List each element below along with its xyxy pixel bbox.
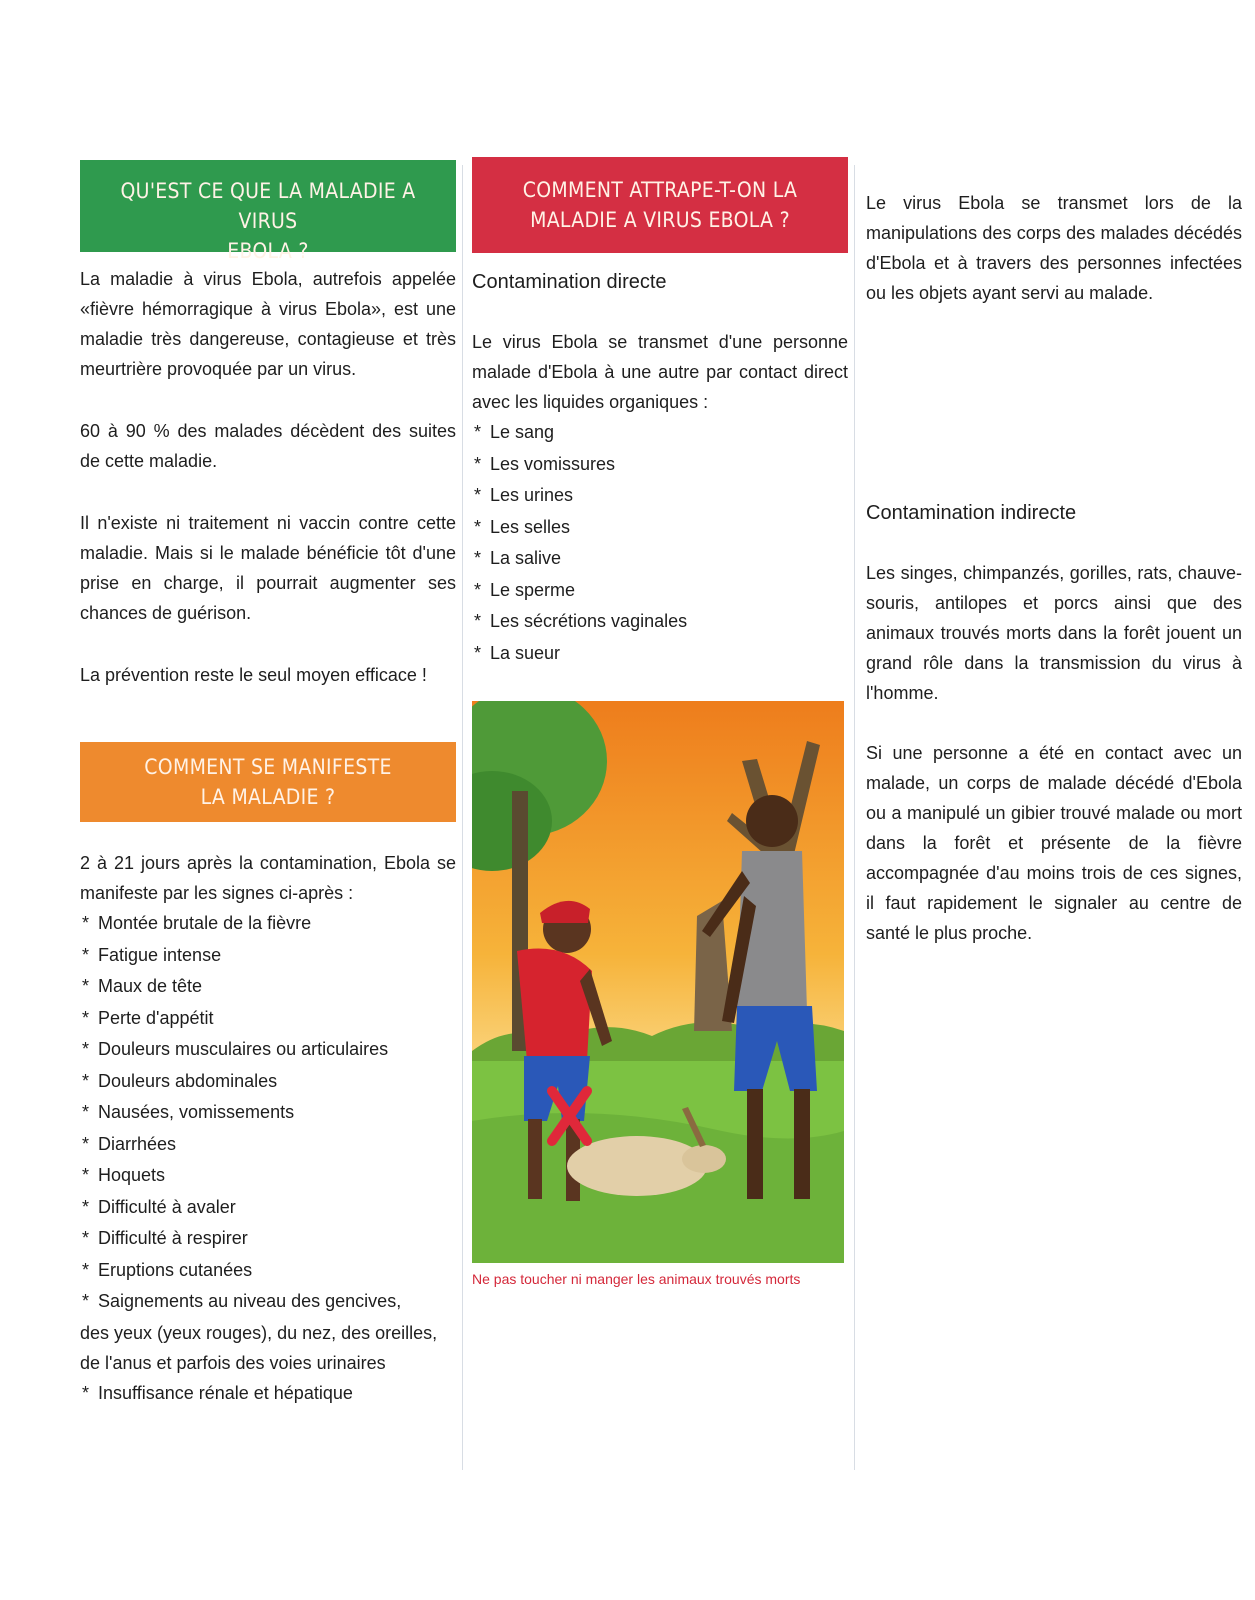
- body-handling-paragraph: Le virus Ebola se transmet lors de la manipulations des corps des malades décédés d'Ebola et à travers des personnes infectées ou les objets ayant servi au malade.: [866, 193, 1242, 303]
- symptoms-intro: 2 à 21 jours après la contamination, Ebola se manifeste par les signes ci-après :: [80, 853, 456, 903]
- animals-paragraph: Les singes, chimpanzés, gorilles, rats, chauve-souris, antilopes et porcs ainsi que des animaux trouvés morts dans la forêt jouent un grand rôle dans la transmission du virus à l'homme.: [866, 563, 1242, 703]
- symptoms-title-line2: LA MALADIE ?: [200, 785, 336, 809]
- body-fluids-list: [472, 417, 848, 669]
- treatment-paragraph: Il n'existe ni traitement ni vaccin contre cette maladie. Mais si le malade bénéficie tôt d'une prise en charge, il pourrait augmenter ses chances de guérison.: [80, 513, 456, 623]
- symptoms-list-end: [80, 1378, 456, 1410]
- column-indirect: [866, 188, 1242, 948]
- transmission-title-line1: COMMENT ATTRAPE-T-ON LA: [522, 178, 798, 202]
- mortality-paragraph: 60 à 90 % des malades décèdent des suites de cette maladie.: [80, 421, 456, 471]
- symptoms-list: [80, 908, 456, 1318]
- symptom-item: * Eruptions cutanées: [80, 1255, 456, 1287]
- man-right-leg: [794, 1089, 810, 1199]
- symptoms-title-line1: COMMENT SE MANIFESTE: [144, 755, 392, 779]
- dead-animal-illustration: [472, 701, 844, 1263]
- fluid-item: * La salive: [472, 543, 848, 575]
- transmission-banner: [472, 157, 848, 253]
- symptom-item: * Perte d'appétit: [80, 1003, 456, 1035]
- fluid-item: * Le sperme: [472, 575, 848, 607]
- column-what-is-ebola: [80, 160, 456, 1409]
- fluid-item: * Le sang: [472, 417, 848, 449]
- illustration-caption: Ne pas toucher ni manger les animaux trouvés morts: [472, 1271, 801, 1287]
- column-transmission: [472, 157, 848, 1287]
- symptom-item: * Douleurs musculaires ou articulaires: [80, 1034, 456, 1066]
- illustration-frame: [472, 701, 848, 1287]
- man-right-head: [746, 795, 798, 847]
- symptom-item: * Saignements au niveau des gencives,: [80, 1286, 456, 1318]
- definition-paragraph: La maladie à virus Ebola, autrefois appelée «fièvre hémorragique à virus Ebola», est une maladie très dangereuse, contagieuse et très meurtrière provoquée par un virus.: [80, 269, 456, 379]
- what-is-ebola-title-line2: EBOLA ?: [227, 239, 309, 263]
- man-left-leg: [528, 1119, 542, 1199]
- transmission-title-line2: MALADIE A VIRUS EBOLA ?: [530, 208, 790, 232]
- symptom-item: * Insuffisance rénale et hépatique: [80, 1378, 456, 1410]
- indirect-contamination-heading: Contamination indirecte: [866, 502, 1077, 524]
- symptom-item: * Difficulté à avaler: [80, 1192, 456, 1224]
- symptom-item: * Diarrhées: [80, 1129, 456, 1161]
- fluid-item: * Les sécrétions vaginales: [472, 606, 848, 638]
- direct-contamination-heading: Contamination directe: [472, 271, 667, 293]
- symptom-item: * Nausées, vomissements: [80, 1097, 456, 1129]
- direct-contamination-intro: Le virus Ebola se transmet d'une personne malade d'Ebola à une autre par contact direct avec les liquides organiques :: [472, 332, 848, 412]
- column-divider-1: [462, 165, 463, 1470]
- symptom-item: * Difficulté à respirer: [80, 1223, 456, 1255]
- fluid-item: * Les vomissures: [472, 449, 848, 481]
- symptom-item: * Fatigue intense: [80, 940, 456, 972]
- symptoms-banner: [80, 742, 456, 822]
- man-left-shirt: [517, 949, 592, 1062]
- prevention-paragraph: La prévention reste le seul moyen efficace !: [80, 665, 427, 685]
- what-is-ebola-title-line1: QU'EST CE QUE LA MALADIE A VIRUS: [120, 179, 416, 233]
- fluid-item: * La sueur: [472, 638, 848, 670]
- dead-antelope-head: [682, 1145, 726, 1173]
- what-is-ebola-banner: [80, 160, 456, 263]
- fluid-item: * Les selles: [472, 512, 848, 544]
- report-paragraph: Si une personne a été en contact avec un malade, un corps de malade décédé d'Ebola ou a manipulé un gibier trouvé malade ou mort dans la forêt et présente de la fièvre accompagnée d'au moins trois de ces signes, il faut rapidement le signaler au centre de santé le plus proche.: [866, 743, 1242, 943]
- bleeding-continuation: des yeux (yeux rouges), du nez, des oreilles, de l'anus et parfois des voies urinaires: [80, 1322, 438, 1373]
- column-divider-2: [854, 165, 855, 1470]
- symptom-item: * Hoquets: [80, 1160, 456, 1192]
- symptom-item: * Montée brutale de la fièvre: [80, 908, 456, 940]
- symptom-item: * Maux de tête: [80, 971, 456, 1003]
- man-right-leg: [747, 1089, 763, 1199]
- symptom-item: * Douleurs abdominales: [80, 1066, 456, 1098]
- fluid-item: * Les urines: [472, 480, 848, 512]
